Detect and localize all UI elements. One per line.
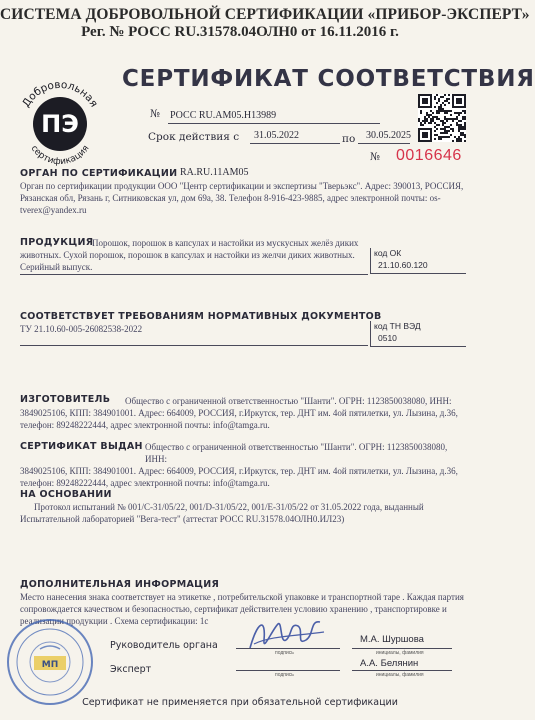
number-label: № bbox=[150, 108, 160, 120]
logo-center-text: ПЭ bbox=[41, 110, 79, 138]
organ-text: Орган по сертификации продукции ООО "Центр сертификации и экспертизы "Тверьэкс". Адрес: 390013, РОССИЯ, Рязанская обл, Рязань г, Ситниковская ул, дом 69а, 38. Телефон 8-916-423-9885, адрес электронной почты: os- tverex@yandex.ru bbox=[20, 181, 464, 215]
qr-code-icon bbox=[418, 94, 466, 142]
norms-code-value: 0510 bbox=[378, 333, 397, 343]
certificate-title: СЕРТИФИКАТ СООТВЕТСТВИЯ bbox=[122, 66, 535, 92]
validity-label: Срок действия с bbox=[148, 131, 240, 143]
head-name-line bbox=[352, 648, 452, 649]
head-label: Руководитель органа bbox=[110, 640, 218, 651]
product-underline bbox=[20, 274, 368, 275]
product-text: Порошок, порошок в капсулах и настойки из мускусных желёз диких животных. Сухой порошок, порошок в капсулах и настойки из желчи диких животных. Серийный выпуск. bbox=[20, 238, 359, 272]
basis-text: Протокол испытаний № 001/С-31/05/22, 001/D-31/05/22, 001/E-31/05/22 от 31.05.2022 года, выданный Испытательной лабораторией "Вега-тест" (аттестат РОСС RU.31578.04ОЛН0.ИЛ23) bbox=[20, 502, 424, 524]
serial-number: 0016646 bbox=[396, 147, 462, 164]
stamp-text: МП bbox=[41, 660, 59, 670]
organ-heading: ОРГАН ПО СЕРТИФИКАЦИИ bbox=[20, 168, 178, 179]
head-name: М.А. Шуршова bbox=[360, 634, 424, 645]
manufacturer-heading: ИЗГОТОВИТЕЛЬ bbox=[20, 394, 111, 405]
expert-signature-line bbox=[236, 670, 340, 671]
system-title: СИСТЕМА ДОБРОВОЛЬНОЙ СЕРТИФИКАЦИИ «ПРИБОР-ЭКСПЕРТ» bbox=[0, 6, 530, 23]
basis-heading: НА ОСНОВАНИИ bbox=[20, 489, 112, 500]
number-underline bbox=[168, 123, 380, 124]
certificate-number: РОСС RU.AM05.H13989 bbox=[170, 110, 277, 121]
norms-underline bbox=[20, 345, 368, 346]
valid-from-underline bbox=[250, 143, 340, 144]
expert-name-line bbox=[352, 670, 452, 671]
serial-label: № bbox=[370, 151, 380, 163]
head-initials-caption: инициалы, фамилия bbox=[376, 650, 424, 656]
extra-text: Место нанесения знака соответствует на этикетке , потребительской упаковке и транспортной таре . Каждая партия сопровождается качеством и безопасностью, сертификат действителен условию хранению , транспортировке и реализации продукции . Схема сертификации: 1с bbox=[20, 592, 464, 626]
expert-name: А.А. Белянин bbox=[360, 658, 419, 669]
head-signature-caption: подпись bbox=[275, 650, 294, 656]
norms-code-label: код ТН ВЭД bbox=[374, 321, 421, 331]
valid-to: 30.05.2025 bbox=[366, 130, 411, 141]
norms-heading: СООТВЕТСТВУЕТ ТРЕБОВАНИЯМ НОРМАТИВНЫХ ДОКУМЕНТОВ bbox=[20, 311, 382, 322]
expert-initials-caption: инициалы, фамилия bbox=[376, 672, 424, 678]
product-heading: ПРОДУКЦИЯ bbox=[20, 237, 94, 248]
expert-signature-caption: подпись bbox=[275, 672, 294, 678]
issued-text: Общество с ограниченной ответственностью "Шанти". ОГРН: 1123850038080, ИНН: 3849025106, КПП: 384901001. Адрес: 664009, РОССИЯ, г.Иркутск, тер. ДНТ им. 4ой пятилетки, ул. Лызина, д.36, телефон: 89248222444, адрес электронной почты: info@tamga.ru. bbox=[20, 442, 458, 488]
product-code-box bbox=[370, 248, 466, 274]
organ-code: RA.RU.11AM05 bbox=[180, 167, 249, 178]
extra-heading: ДОПОЛНИТЕЛЬНАЯ ИНФОРМАЦИЯ bbox=[20, 579, 220, 590]
expert-label: Эксперт bbox=[110, 664, 152, 675]
norms-doc: ТУ 21.10.60-005-26082538-2022 bbox=[20, 324, 143, 334]
pe-logo-icon bbox=[14, 78, 106, 170]
logo-bottom-text: сертификация bbox=[28, 143, 92, 168]
valid-to-underline bbox=[358, 143, 410, 144]
logo-top-text: Добровольная bbox=[20, 78, 100, 110]
valid-from: 31.05.2022 bbox=[254, 130, 299, 141]
stamp-icon bbox=[4, 616, 96, 708]
product-code-value: 21.10.60.120 bbox=[378, 260, 428, 270]
system-registration: Рег. № РОСС RU.31578.04ОЛН0 от 16.11.2016 г. bbox=[81, 24, 399, 40]
norms-code-box bbox=[370, 321, 466, 347]
footer-note: Сертификат не применяется при обязательной сертификации bbox=[82, 697, 398, 708]
issued-heading: СЕРТИФИКАТ ВЫДАН bbox=[20, 441, 143, 452]
manufacturer-text: Общество с ограниченной ответственностью "Шанти". ОГРН: 1123850038080, ИНН: 3849025106, КПП: 384901001. Адрес: 664009, РОССИЯ, г.Иркутск, тер. ДНТ им. 4ой пятилетки, ул. Лызина, д.36, телефон: 89248222444, адрес электронной почты: info@tamga.ru. bbox=[20, 396, 458, 430]
product-code-label: код ОК bbox=[374, 248, 402, 258]
to-label: по bbox=[342, 133, 356, 145]
